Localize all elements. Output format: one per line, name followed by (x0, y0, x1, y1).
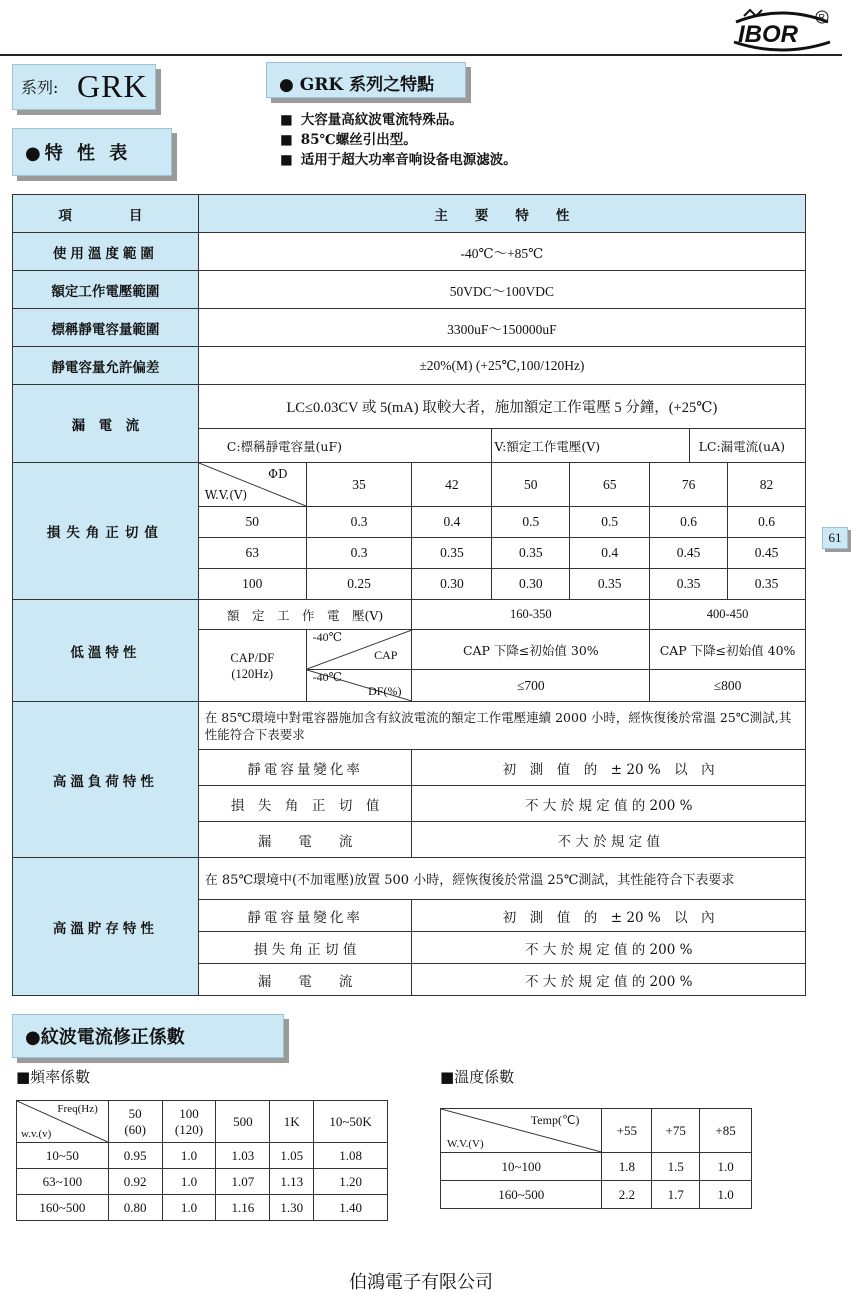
header-main: 主 要 特 性 (198, 195, 805, 233)
svg-text:R: R (818, 12, 825, 23)
shelf-life-value: 初 測 值 的 ± 20 % 以 內 (412, 900, 806, 932)
voltage-range-value: 50VDC～100VDC (198, 271, 805, 309)
characteristics-title-box (12, 128, 172, 176)
freq-diag-top: Freq(Hz) (57, 1103, 98, 1115)
ibor-logo (730, 8, 834, 52)
company-footer: 伯鴻電子有限公司 (349, 1272, 493, 1293)
diameter-header: 42 (412, 463, 492, 507)
header-rule (0, 54, 842, 56)
df-cell: 0.6 (728, 507, 806, 538)
series-box (12, 64, 156, 110)
freq-diagonal-header (17, 1101, 109, 1143)
temp-header: +55 (602, 1109, 652, 1153)
temp-value: 1.0 (700, 1153, 752, 1181)
cap-temp: -40℃ (312, 630, 343, 644)
temp-value: 1.8 (602, 1153, 652, 1181)
ripple-title-box (12, 1014, 284, 1058)
freq-header-value: 50 (128, 1105, 142, 1121)
cap-spec-2: CAP 下降≤初始值 40% (650, 630, 806, 670)
freq-value: 1.0 (162, 1143, 216, 1169)
cap-tolerance-value: ±20%(M) (+25℃,100/120Hz) (198, 347, 805, 385)
df-cell: 0.30 (412, 569, 492, 600)
freq-value: 1.05 (270, 1143, 314, 1169)
shelf-life-value: 不 大 於 規 定 值 的 200 % (412, 932, 806, 964)
cap-diagonal (306, 630, 412, 670)
freq-value: 1.03 (216, 1143, 270, 1169)
diameter-header: 50 (492, 463, 570, 507)
wv-cell: 100 (198, 569, 306, 600)
ripple-title: ●紋波電流修正係數 (25, 1027, 185, 1048)
df-diagonal (306, 670, 412, 702)
feature-item: ■ 85℃螺丝引出型。 (280, 130, 517, 150)
freq-header: 500 (216, 1101, 270, 1143)
leakage-note-lc: LC:漏電流(uA) (690, 429, 806, 463)
df-cell: 0.6 (650, 507, 728, 538)
df-cell: 0.35 (650, 569, 728, 600)
freq-value: 0.95 (108, 1143, 162, 1169)
df-cell: 0.45 (650, 538, 728, 569)
freq-value: 1.40 (314, 1195, 388, 1221)
df-cell: 0.35 (412, 538, 492, 569)
cap-range-label: 標稱靜電容量範圍 (13, 309, 199, 347)
freq-value: 0.80 (108, 1195, 162, 1221)
shelf-life-item: 靜電容量變化率 (198, 900, 412, 932)
features-title-box (266, 62, 466, 98)
freq-value: 1.13 (270, 1169, 314, 1195)
series-label: 系列: (21, 78, 59, 97)
freq-value: 1.20 (314, 1169, 388, 1195)
load-life-value: 不 大 於 規 定 值 的 200 % (412, 786, 806, 822)
shelf-life-desc: 在 85℃環境中(不加電壓)放置 500 小時，經恢復後於常溫 25℃測試，其性能符合下表要求 (198, 858, 805, 900)
characteristics-title: ●特 性 表 (25, 143, 132, 164)
temp-diag-top: Temp(℃) (530, 1113, 580, 1127)
temp-title: ■溫度係數 (440, 1068, 515, 1086)
freq-value: 0.92 (108, 1169, 162, 1195)
shelf-life-item: 損 失 角 正 切 值 (198, 932, 412, 964)
characteristics-table (12, 194, 806, 996)
dissipation-label: 損失角正切值 (13, 463, 199, 600)
diameter-header: 76 (650, 463, 728, 507)
capdf-cell (198, 630, 306, 702)
feature-item: ■ 大容量高紋波電流特殊品。 (280, 110, 517, 130)
df-cell: 0.5 (570, 507, 650, 538)
freq-value: 1.16 (216, 1195, 270, 1221)
freq-value: 1.0 (162, 1195, 216, 1221)
freq-header: 10~50K (314, 1101, 388, 1143)
load-life-label: 高溫負荷特性 (13, 702, 199, 858)
low-temp-label: 低溫特性 (13, 600, 199, 702)
freq-wv: 63~100 (17, 1169, 109, 1195)
temp-range-label: 使用溫度範圍 (13, 233, 199, 271)
df-cell: 0.35 (728, 569, 806, 600)
shelf-life-item: 漏 電 流 (198, 964, 412, 996)
leakage-label: 漏 電 流 (13, 385, 199, 463)
freq-title: ■頻率係數 (16, 1068, 91, 1086)
voltage-range-label: 額定工作電壓範圍 (13, 271, 199, 309)
load-life-desc: 在 85℃環境中對電容器施加含有紋波電流的額定工作電壓連續 2000 小時，經恢復後於常溫 25℃測試,其性能符合下表要求 (198, 702, 805, 750)
temp-row (441, 1181, 752, 1209)
leakage-formula: LC≤0.03CV 或 5(mA) 取較大者，施加額定工作電壓 5 分鐘，(+25℃) (198, 385, 805, 429)
freq-header-value: 100 (179, 1105, 199, 1121)
load-life-value: 初 測 值 的 ± 20 % 以 內 (412, 750, 806, 786)
df-cell: 0.4 (570, 538, 650, 569)
df-cell: 0.30 (492, 569, 570, 600)
freq-header-sub: (60) (124, 1121, 146, 1137)
freq-header-sub: (120) (174, 1121, 204, 1137)
rated-voltage-header: 額 定 工 作 電 壓(V) (198, 600, 412, 630)
freq-value: 1.0 (162, 1169, 216, 1195)
temp-diag-bottom: W.V.(V) (447, 1138, 484, 1150)
temp-value: 1.0 (700, 1181, 752, 1209)
df-spec-2: ≤800 (650, 670, 806, 702)
df-cell: 0.5 (492, 507, 570, 538)
capdf-label: CAP/DF (230, 650, 275, 665)
diameter-header: 82 (728, 463, 806, 507)
cap-tolerance-label: 靜電容量允許偏差 (13, 347, 199, 385)
df-label: DF(%) (368, 684, 402, 698)
temp-wv: 10~100 (441, 1153, 602, 1181)
temp-row (441, 1153, 752, 1181)
load-life-item: 損 失 角 正 切 值 (198, 786, 412, 822)
feature-item: ■ 适用于超大功率音响设备电源滤波。 (280, 150, 517, 170)
temp-wv: 160~500 (441, 1181, 602, 1209)
dissipation-diagonal-header (198, 463, 306, 507)
load-life-item: 靜電容量變化率 (198, 750, 412, 786)
leakage-note-c: C:標稱靜電容量(uF) (198, 429, 492, 463)
df-cell: 0.4 (412, 507, 492, 538)
wv-cell: 63 (198, 538, 306, 569)
load-life-value: 不 大 於 規 定 值 (412, 822, 806, 858)
freq-value: 1.07 (216, 1169, 270, 1195)
df-cell: 0.3 (306, 507, 412, 538)
freq-row (17, 1195, 388, 1221)
diameter-header: 65 (570, 463, 650, 507)
df-spec-1: ≤700 (412, 670, 650, 702)
features-title: ● GRK 系列之特點 (279, 75, 435, 95)
freq-header (162, 1101, 216, 1143)
page-number: 61 (822, 527, 848, 549)
temp-value: 1.7 (652, 1181, 700, 1209)
diag-wv: W.V.(V) (204, 488, 248, 502)
cap-spec-1: CAP 下降≤初始值 30% (412, 630, 650, 670)
freq-header (108, 1101, 162, 1143)
capdf-freq: (120Hz) (231, 666, 274, 681)
freq-wv: 160~500 (17, 1195, 109, 1221)
df-cell: 0.35 (570, 569, 650, 600)
voltage-range-1: 160-350 (412, 600, 650, 630)
df-cell: 0.25 (306, 569, 412, 600)
diameter-header: 35 (306, 463, 412, 507)
df-cell: 0.45 (728, 538, 806, 569)
shelf-life-label: 高溫貯存特性 (13, 858, 199, 996)
freq-row (17, 1143, 388, 1169)
wv-cell: 50 (198, 507, 306, 538)
load-life-item: 漏 電 流 (198, 822, 412, 858)
freq-coefficient-table (16, 1100, 388, 1221)
temp-diagonal-header (441, 1109, 602, 1153)
leakage-note-v: V:額定工作電壓(V) (492, 429, 690, 463)
freq-wv: 10~50 (17, 1143, 109, 1169)
header-item: 項 目 (13, 195, 199, 233)
freq-row (17, 1169, 388, 1195)
temp-header: +85 (700, 1109, 752, 1153)
cap-range-value: 3300uF～150000uF (198, 309, 805, 347)
temp-coefficient-table (440, 1108, 752, 1209)
voltage-range-2: 400-450 (650, 600, 806, 630)
series-value: GRK (77, 68, 148, 104)
df-temp: -40℃ (312, 670, 343, 684)
df-cell: 0.35 (492, 538, 570, 569)
temp-header: +75 (652, 1109, 700, 1153)
temp-value: 2.2 (602, 1181, 652, 1209)
df-cell: 0.3 (306, 538, 412, 569)
freq-header: 1K (270, 1101, 314, 1143)
cap-label: CAP (374, 648, 398, 662)
temp-value: 1.5 (652, 1153, 700, 1181)
temp-range-value: -40℃～+85℃ (198, 233, 805, 271)
diag-phi-d: ΦD (268, 467, 288, 481)
freq-value: 1.30 (270, 1195, 314, 1221)
freq-diag-bottom: w.v.(v) (21, 1128, 52, 1140)
shelf-life-value: 不 大 於 規 定 值 的 200 % (412, 964, 806, 996)
features-list (280, 110, 517, 170)
freq-value: 1.08 (314, 1143, 388, 1169)
logo-text: IBOR (738, 21, 798, 48)
